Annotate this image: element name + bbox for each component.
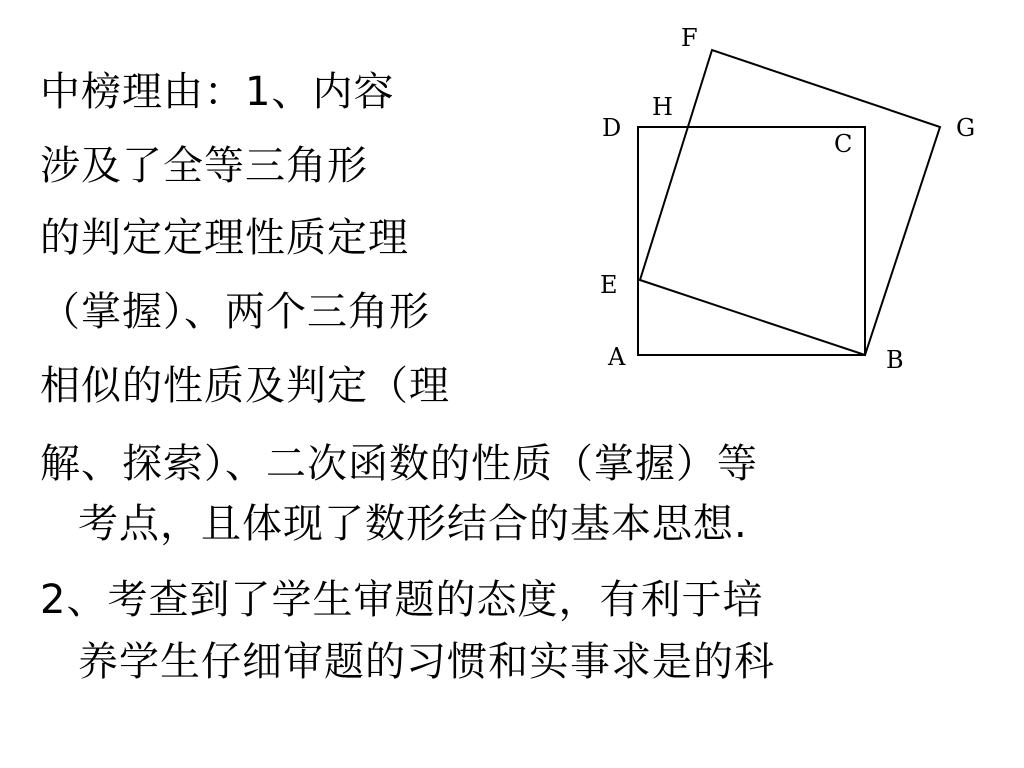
text-line-1: 中榜理由：1、内容 — [40, 69, 395, 115]
label-C: C — [834, 130, 853, 158]
text-line-4: （掌握）、两个三角形 — [40, 289, 430, 335]
text-line-9: 养学生仔细审题的习惯和实事求是的科 — [78, 639, 775, 685]
text-line-5: 相似的性质及判定（理 — [40, 363, 450, 409]
text-line-8: 2、考查到了学生审题的态度，有利于培 — [40, 577, 764, 623]
label-A: A — [608, 343, 626, 371]
label-D: D — [602, 114, 622, 142]
text-line-7: 考点，且体现了数形结合的基本思想. — [78, 501, 748, 547]
label-E: E — [600, 271, 618, 299]
text-line-2: 涉及了全等三角形 — [40, 143, 368, 189]
label-F: F — [681, 24, 698, 52]
label-B: B — [886, 346, 904, 374]
square-abcd — [638, 127, 865, 355]
label-H: H — [652, 93, 673, 121]
square-ebgf — [640, 50, 940, 355]
label-G: G — [956, 114, 976, 142]
text-line-6: 解、探索）、二次函数的性质（掌握）等 — [40, 441, 758, 487]
text-line-3: 的判定定理性质定理 — [40, 215, 409, 261]
